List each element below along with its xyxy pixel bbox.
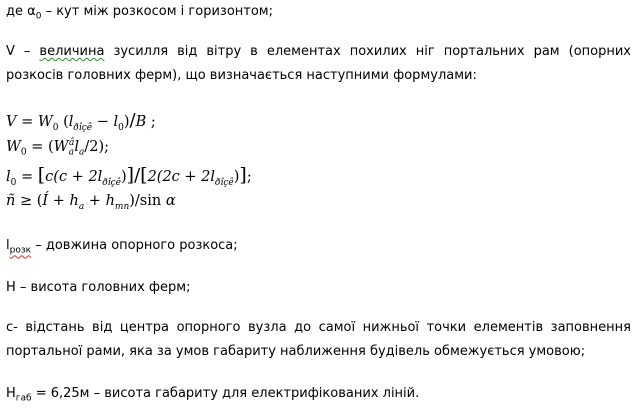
- formula-v: $V = W_0$ $(l_{ðîçê} - l_0)/B$ ;: [6, 110, 156, 133]
- formula-c: ñ ≥ (Í + $h_a + h_{mn})/\sin$ α: [6, 193, 176, 212]
- line-alpha: де $\alpha_0$ – кут між розкосом і горизонтом;: [6, 4, 273, 22]
- line-h-gab: $Н_{габ} = 6,25м$ – висота габариту для електрифікованих ліній.: [6, 386, 420, 404]
- paragraph-c: с- відстань від центра опорного вузла до самої нижньої точки елементів заповнення портальної рами, яка за умов габариту наближення будівель обмежується умовою;: [6, 320, 631, 359]
- paragraph-v: V – величина зусилля від вітру в елементах похилих ніг портальних рам (опорних розкосів головних ферм), що визначається наступними формулами:: [6, 44, 631, 83]
- line-h: Н – висота головних ферм;: [6, 280, 191, 295]
- line-l-rozk: $l_{розк}$ – довжина опорного розкоса;: [6, 238, 238, 256]
- spellcheck-word: величина: [39, 44, 105, 59]
- formula-l0: $l_0 = [c(c + 2l_{ðîçê})]/[2(2c + 2l_{ðîçê})]$;: [6, 164, 252, 188]
- formula-w0: $W_0 = (W_a^âl_a/2)$;: [6, 138, 109, 158]
